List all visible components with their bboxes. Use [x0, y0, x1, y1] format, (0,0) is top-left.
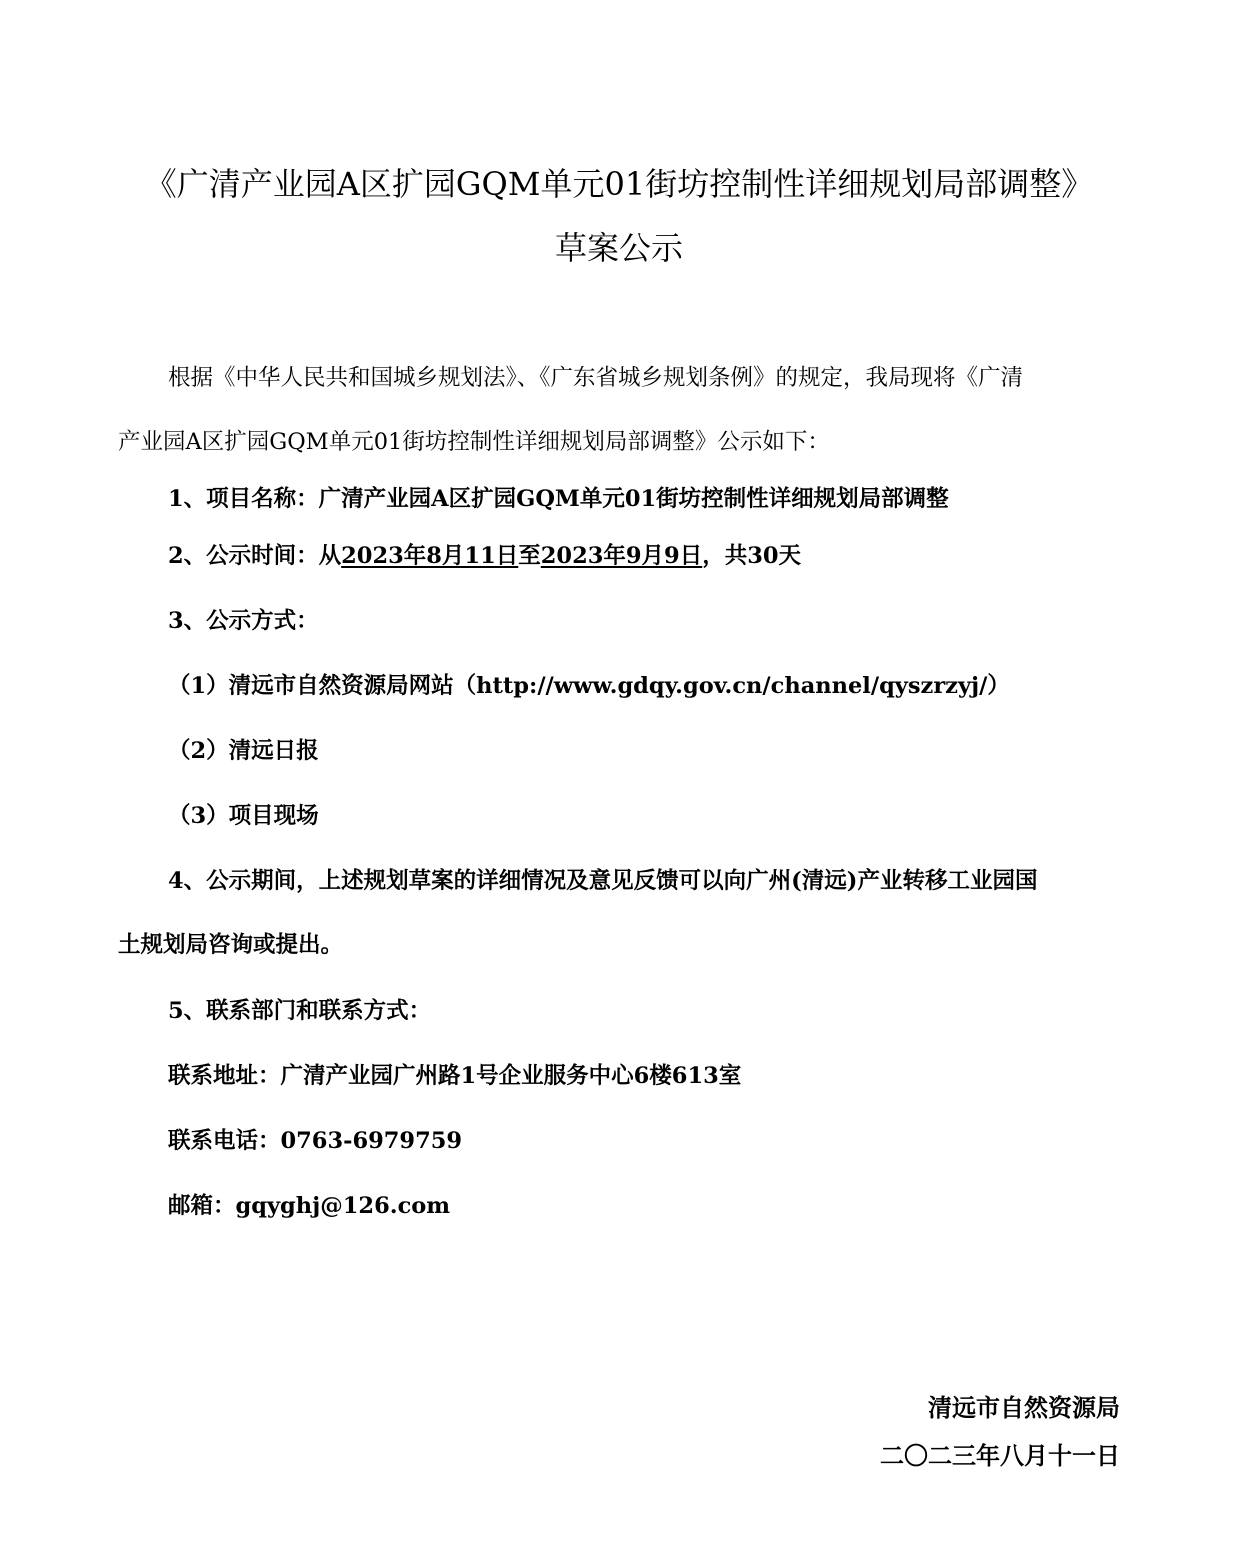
- publicity-method-site: （3）项目现场: [168, 803, 319, 829]
- publicity-start-date: 2023年8月11日: [341, 543, 519, 569]
- signature-date: 二〇二三年八月十一日: [880, 1442, 1120, 1470]
- item-feedback-line-1: 4、公示期间，上述规划草案的详细情况及意见反馈可以向广州(清远)产业转移工业园国: [168, 868, 1038, 894]
- intro-paragraph-line-2: 产业园A区扩园GQM单元01街坊控制性详细规划局部调整》公示如下：: [118, 429, 830, 455]
- item-feedback-line-2: 土规划局咨询或提出。: [118, 932, 344, 958]
- document-title-line-1: 《广清产业园A区扩园GQM单元01街坊控制性详细规划局部调整》: [144, 165, 1094, 203]
- signature-organization: 清远市自然资源局: [928, 1394, 1120, 1422]
- publicity-period-prefix: 2、公示时间：从: [168, 543, 342, 569]
- item-publicity-methods: 3、公示方式：: [168, 608, 319, 634]
- publicity-period-middle: 至: [518, 543, 541, 569]
- intro-paragraph-line-1: 根据《中华人民共和国城乡规划法》、《广东省城乡规划条例》的规定，我局现将《广清: [168, 365, 1024, 391]
- contact-address: 联系地址：广清产业园广州路1号企业服务中心6楼613室: [168, 1063, 742, 1089]
- publicity-period-suffix: ，共30天: [702, 543, 802, 569]
- publicity-end-date: 2023年9月9日: [540, 543, 703, 569]
- item-project-name: 1、项目名称：广清产业园A区扩园GQM单元01街坊控制性详细规划局部调整: [168, 486, 949, 512]
- publicity-method-website: （1）清远市自然资源局网站（http://www.gdqy.gov.cn/channel/qyszrzyj/）: [168, 673, 1010, 699]
- document-title-line-2: 草案公示: [554, 229, 683, 267]
- item-publicity-period: [168, 541, 801, 571]
- contact-phone: 联系电话：0763-6979759: [168, 1128, 463, 1154]
- contact-email: 邮箱：gqyghj@126.com: [168, 1193, 451, 1219]
- item-contact-heading: 5、联系部门和联系方式：: [168, 998, 432, 1024]
- publicity-method-newspaper: （2）清远日报: [168, 738, 319, 764]
